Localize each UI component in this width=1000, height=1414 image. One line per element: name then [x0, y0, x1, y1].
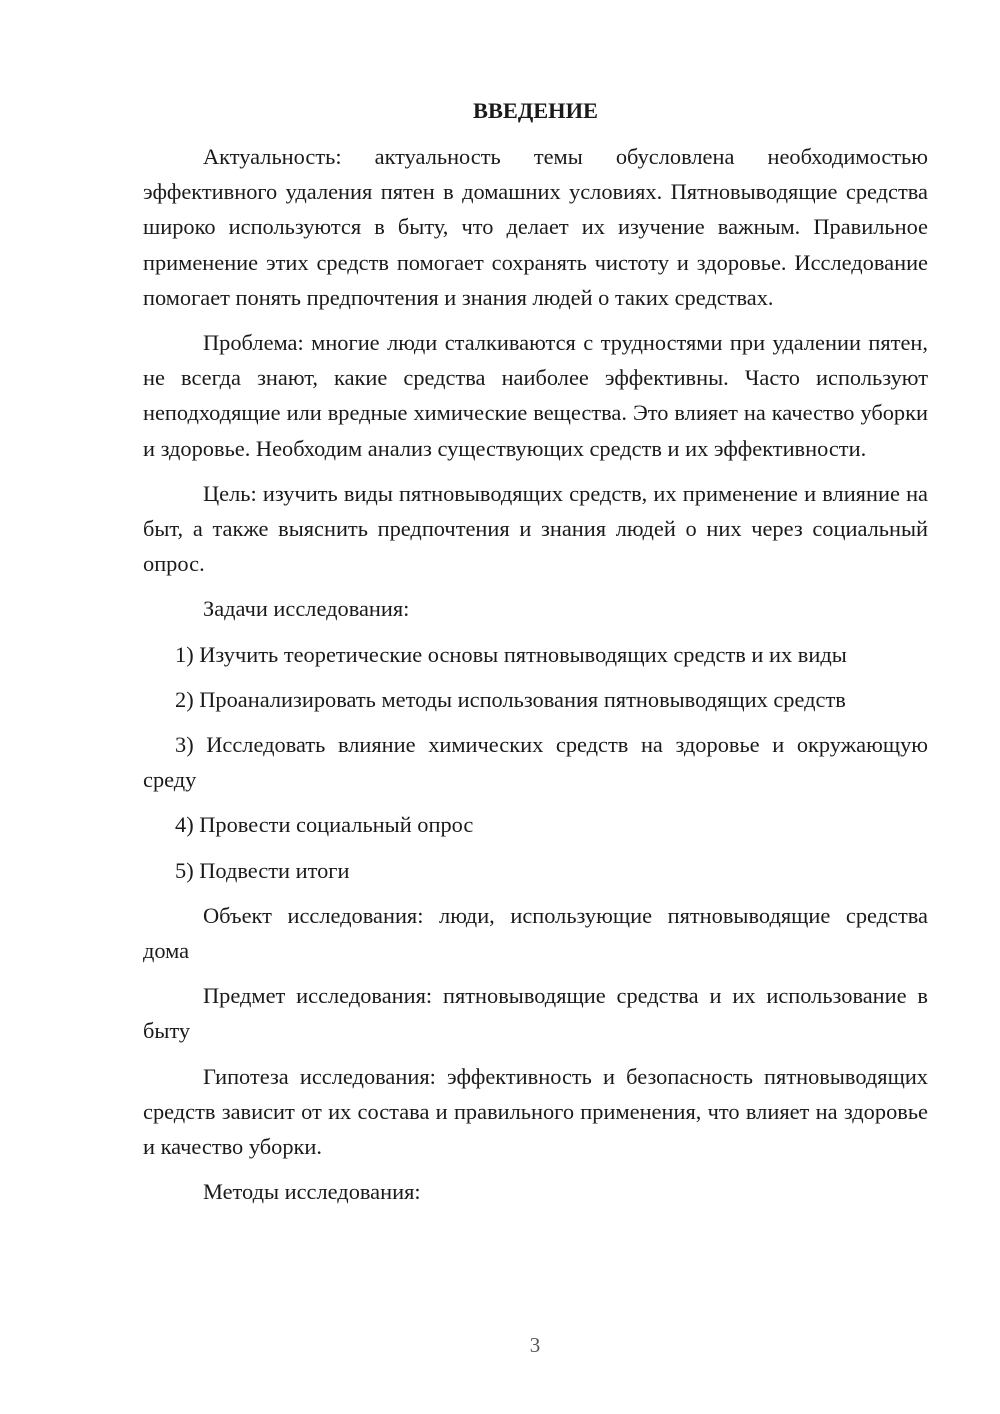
goal-paragraph: Цель: изучить виды пятновыводящих средств, их применение и влияние на быт, а также выяснить предпочтения и знания людей о них через социальный опрос. [143, 480, 928, 577]
object-paragraph: Объект исследования: люди, использующие пятновыводящие средства дома [143, 902, 928, 964]
task-item: 5) Подвести итоги [175, 857, 350, 883]
task-item: 2) Проанализировать методы использования пятновыводящих средств [175, 686, 846, 712]
methods-heading: Методы исследования: [203, 1179, 421, 1205]
problem-paragraph: Проблема: многие люди сталкиваются с трудностями при удалении пятен, не всегда знают, какие средства наиболее эффективны. Часто используют неподходящие или вредные химические вещества. Это влияет на качество уборки и здоровье. Необходим анализ существующих средств и их эффективности. [143, 330, 928, 461]
tasks-heading: Задачи исследования: [203, 596, 410, 622]
page-number: 3 [529, 1333, 541, 1357]
hypothesis-paragraph: Гипотеза исследования: эффективность и безопасность пятновыводящих средств зависит от их состава и правильного применения, что влияет на здоровье и качество уборки. [143, 1063, 928, 1160]
subject-paragraph: Предмет исследования: пятновыводящие средства и их использование в быту [143, 983, 928, 1044]
relevance-paragraph: Актуальность: актуальность темы обусловлена необходимостью эффективного удаления пятен в домашних условиях. Пятновыводящие средства широко используются в быту, что делает их изучение важным. Правильное применение этих средств помогает сохранять чистоту и здоровье. Исследование помогает понять предпочтения и знания людей о таких средствах. [143, 144, 928, 310]
task-item: 3) Исследовать влияние химических средств на здоровье и окружающую среду [143, 732, 928, 793]
document-page [143, 93, 928, 1219]
task-item: 4) Провести социальный опрос [175, 812, 474, 838]
task-item: 1) Изучить теоретические основы пятновыводящих средств и их виды [175, 641, 847, 667]
section-title: ВВЕДЕНИЕ [473, 98, 598, 123]
